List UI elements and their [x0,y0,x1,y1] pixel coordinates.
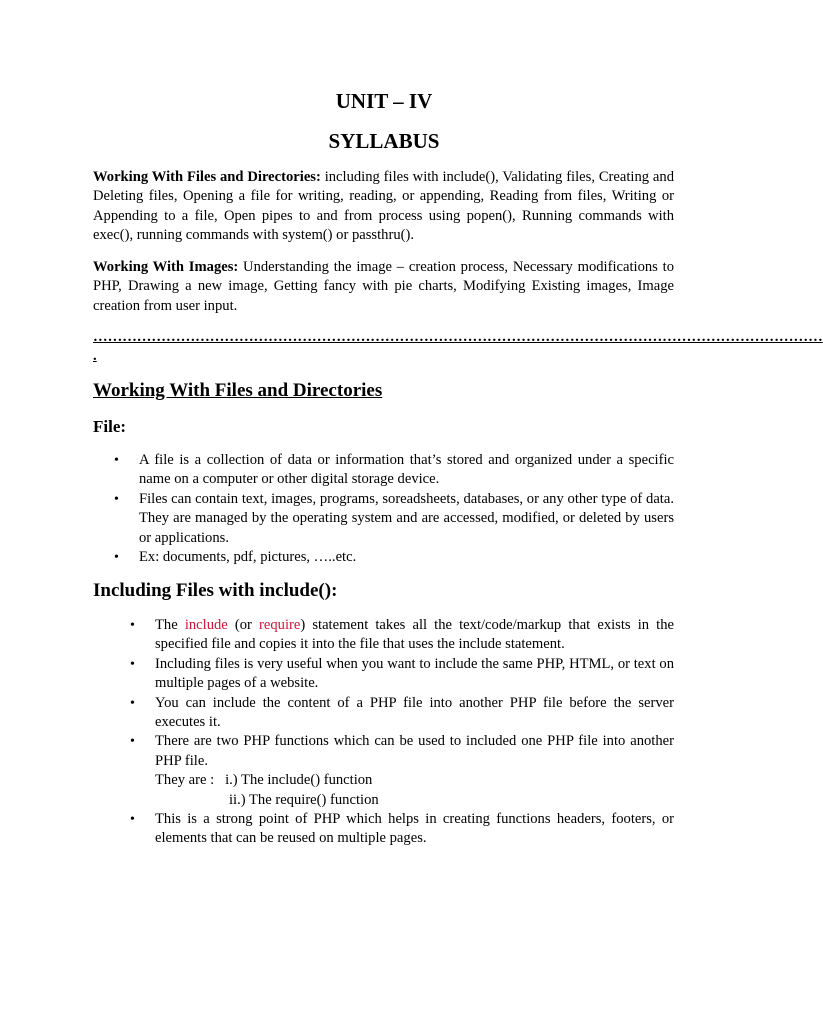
list-item [130,616,674,655]
syllabus-images-text: Understanding the image – creation process, Necessary modifications to PHP, Drawing a new image, Getting fancy with pie charts, Modifying Existing images, Image creation from user input. [93,259,674,314]
functions-line: They are : i.) The include() function [155,772,373,789]
bullet-icon: • [114,491,119,507]
list-item-text: Including files is very useful when you want to include the same PHP, HTML, or text on multiple pages of a website. [155,655,674,692]
list-item [114,548,674,567]
bullet-icon: • [114,453,119,468]
bullet-icon: • [130,618,135,633]
syllabus-images-label: Working With Images: [93,259,239,275]
list-item [130,694,674,733]
file-heading: File: [93,417,127,436]
functions-subline: ii.) The require() function [229,791,379,808]
syllabus-files-text: including files with include(), Validating files, Creating and Deleting files, Opening a file for writing, reading, or appending, Reading from files, Writing or Appending to a file, Open pipes to and from process using popen(), Running commands with exec(), running commands with system() or passthru(). [93,169,675,244]
list-item-text: This is a strong point of PHP which helps in creating functions headers, footers, or elements that can be reused on multiple pages. [155,811,674,847]
list-item-text: A file is a collection of data or information that’s stored and organized under a specific name on a computer or other digital storage device. [139,452,674,488]
unit-title: UNIT – IV [335,89,433,113]
list-item [114,490,674,548]
bullet-icon: • [130,695,135,711]
list-item-text: You can include the content of a PHP file into another PHP file before the server executes it. [155,694,674,731]
list-item-text-mid: (or [227,617,260,633]
bullet-icon: • [130,734,135,750]
list-item-text-prefix: The [155,617,185,633]
include-bullet-list [130,616,674,849]
dotted-separator: …………………………………………………………………………………………………………………………………… [93,329,823,345]
require-keyword: require [259,617,301,633]
section-heading: Working With Files and Directories [93,380,383,401]
syllabus-files-label: Working With Files and Directories: [93,169,321,185]
list-item [130,810,674,849]
dotted-separator-tail: . [93,348,97,364]
include-keyword: include [184,617,228,633]
list-item-text: Files can contain text, images, programs, soreadsheets, databases, or any other type of data. They are managed by the operating system and are accessed, modified, or deleted by users or applications. [139,490,674,546]
bullet-icon: • [114,550,119,566]
list-item [114,451,674,490]
include-heading: Including Files with include(): [93,580,338,601]
bullet-icon: • [130,656,135,672]
syllabus-images-paragraph [93,258,674,316]
syllabus-title: SYLLABUS [328,129,440,153]
syllabus-files-paragraph [93,168,674,246]
list-item-text: There are two PHP functions which can be used to included one PHP file into another PHP file. [155,733,674,769]
bullet-icon: • [130,812,135,828]
file-bullet-list [114,451,674,567]
list-item-text-suffix: ) statement takes all the text/code/markup that exists in the specified file and copies it into the file that uses the include statement. [155,617,674,653]
list-item-text: Ex: documents, pdf, pictures, …..etc. [139,549,357,566]
list-item [130,655,674,694]
list-item [130,732,674,810]
